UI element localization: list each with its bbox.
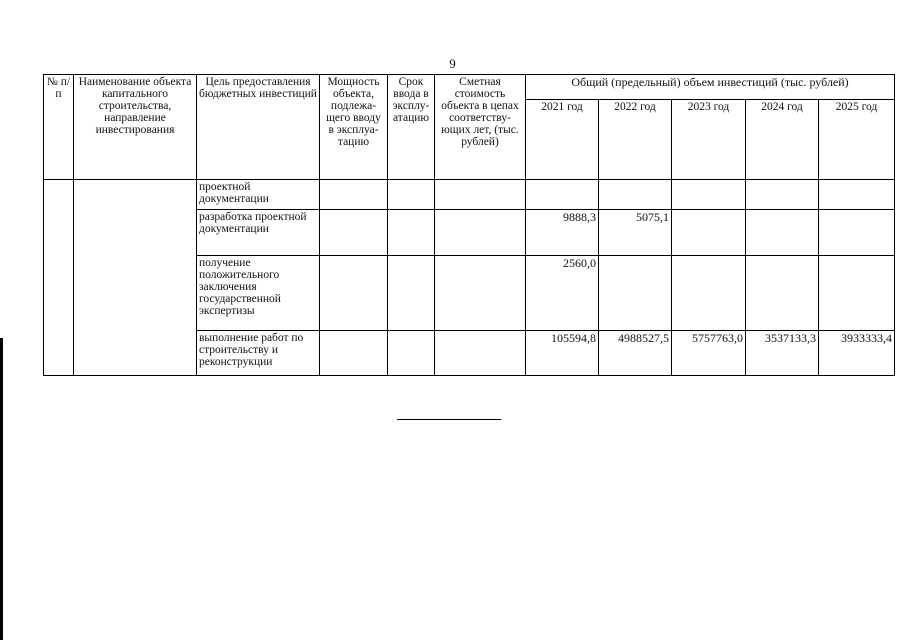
cell-2024: 3537133,3 xyxy=(746,331,819,376)
cell-2022: 4988527,5 xyxy=(599,331,672,376)
cell-capacity xyxy=(320,331,388,376)
cell-cost xyxy=(435,210,526,256)
cell-2023: 5757763,0 xyxy=(672,331,746,376)
header-year-2024: 2024 год xyxy=(746,100,819,180)
cell-capacity xyxy=(320,256,388,331)
cell-term xyxy=(388,256,435,331)
cell-term xyxy=(388,180,435,210)
header-capacity: Мощность объекта, подлежа-щего вводу в эксплуа-тацию xyxy=(320,75,388,180)
cell-2024 xyxy=(746,180,819,210)
header-purpose: Цель предоставления бюджетных инвестиций xyxy=(197,75,320,180)
cell-2021: 105594,8 xyxy=(526,331,599,376)
header-commissioning-term: Срок ввода в эксплу-атацию xyxy=(388,75,435,180)
header-investment-volume: Общий (предельный) объем инвестиций (тыс. рублей) xyxy=(526,75,895,100)
cell-2022 xyxy=(599,256,672,331)
header-year-2025: 2025 год xyxy=(819,100,895,180)
cell-2021: 2560,0 xyxy=(526,256,599,331)
investment-table xyxy=(43,74,895,376)
scan-edge xyxy=(0,338,3,640)
cell-2023 xyxy=(672,210,746,256)
header-year-2021: 2021 год xyxy=(526,100,599,180)
header-row-1 xyxy=(44,75,895,100)
end-rule xyxy=(397,419,501,420)
cell-2022 xyxy=(599,180,672,210)
cell-purpose: проектной документации xyxy=(197,180,320,210)
cell-purpose: выполнение работ по строительству и реконструкции xyxy=(197,331,320,376)
cell-2025: 3933333,4 xyxy=(819,331,895,376)
header-year-2023: 2023 год xyxy=(672,100,746,180)
cell-2021: 9888,3 xyxy=(526,210,599,256)
page-number: 9 xyxy=(449,56,456,71)
header-estimated-cost: Сметная стоимость объекта в цепах соответству-ющих лет, (тыс. рублей) xyxy=(435,75,526,180)
cell-cost xyxy=(435,256,526,331)
header-year-2022: 2022 год xyxy=(599,100,672,180)
cell-num xyxy=(44,180,74,376)
cell-2023 xyxy=(672,180,746,210)
cell-2025 xyxy=(819,210,895,256)
cell-2023 xyxy=(672,256,746,331)
cell-object-name xyxy=(74,180,197,376)
header-object-name: Наименование объекта капитального строительства, направление инвестирования xyxy=(74,75,197,180)
cell-2022: 5075,1 xyxy=(599,210,672,256)
cell-cost xyxy=(435,180,526,210)
cell-purpose: разработка проектной документации xyxy=(197,210,320,256)
cell-2024 xyxy=(746,210,819,256)
cell-2021 xyxy=(526,180,599,210)
cell-2024 xyxy=(746,256,819,331)
cell-term xyxy=(388,210,435,256)
cell-2025 xyxy=(819,256,895,331)
cell-purpose: получение положительного заключения государственной экспертизы xyxy=(197,256,320,331)
cell-2025 xyxy=(819,180,895,210)
cell-capacity xyxy=(320,210,388,256)
cell-cost xyxy=(435,331,526,376)
header-num: № п/п xyxy=(44,75,74,180)
cell-term xyxy=(388,331,435,376)
table-row xyxy=(44,180,895,210)
cell-capacity xyxy=(320,180,388,210)
